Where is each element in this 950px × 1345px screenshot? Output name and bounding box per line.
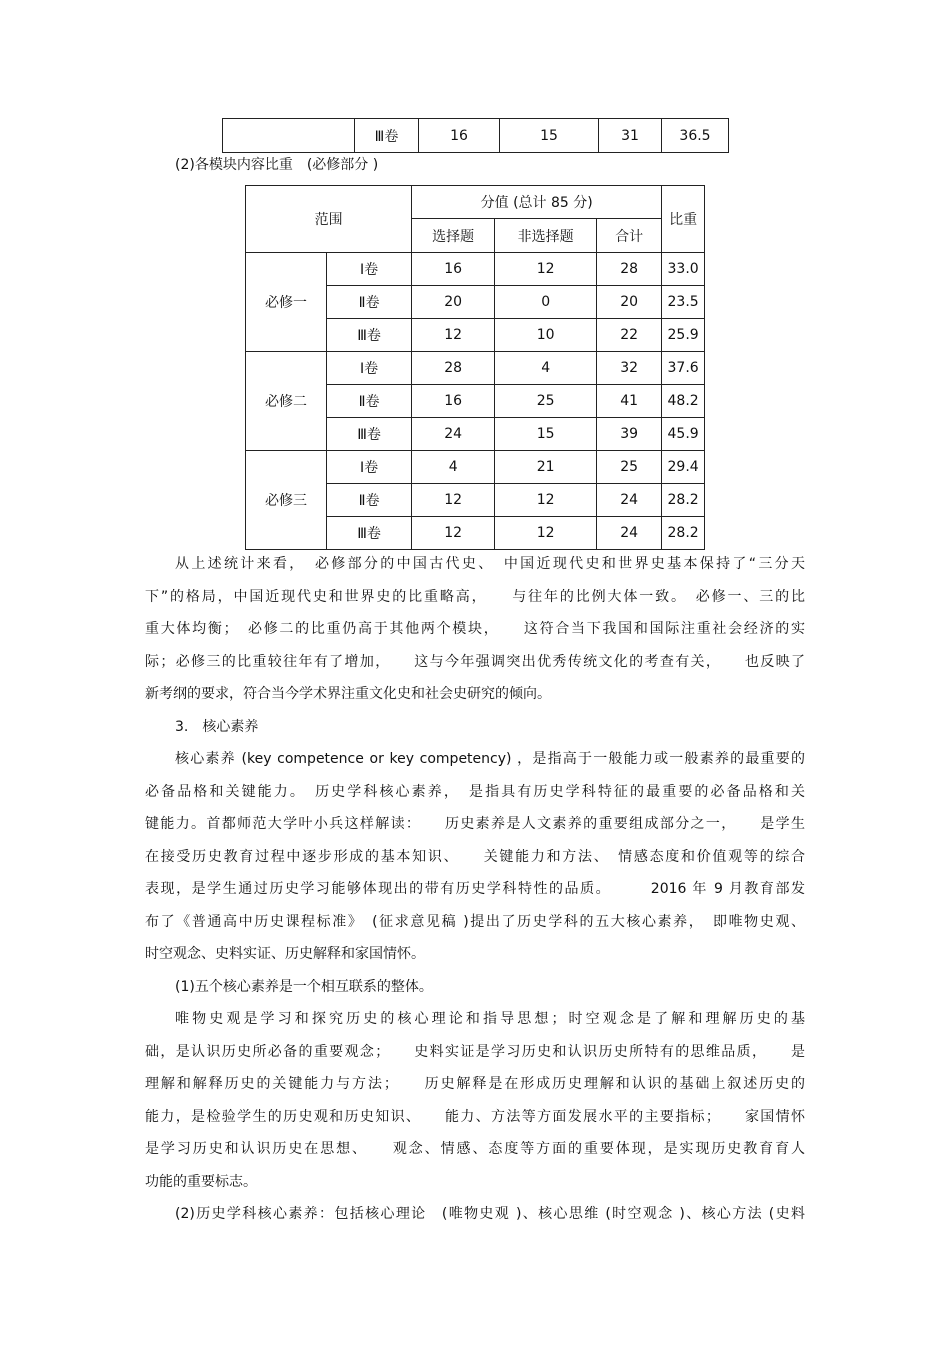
- value-cell: 20: [597, 286, 662, 319]
- point-heading: (1)五个核心素养是一个相互联系的整体。: [175, 978, 433, 995]
- table-cell: Ⅲ卷: [355, 119, 419, 153]
- value-cell: 24: [597, 484, 662, 517]
- subheader-nonchoice: 非选择题: [495, 219, 597, 253]
- module-weight-table: [245, 185, 705, 550]
- text-line: 布了《普通高中历史课程标准》 (征求意见稿 )提出了历史学科的五大核心素养， 即唯物史观、: [145, 913, 805, 930]
- paper-cell: Ⅲ卷: [327, 319, 412, 352]
- value-cell: 16: [412, 253, 495, 286]
- text-line: 重大体均衡； 必修二的比重仍高于其他两个模块， 这符合当下我国和国际注重社会经济的实: [145, 621, 805, 637]
- value-cell: 32: [597, 352, 662, 385]
- text-line: 新考纲的要求，符合当今学术界注重文化史和社会史研究的倾向。: [145, 686, 551, 702]
- value-cell: 23.5: [662, 286, 705, 319]
- value-cell: 22: [597, 319, 662, 352]
- value-cell: 41: [597, 385, 662, 418]
- table-cell: [223, 119, 355, 153]
- text-line: 功能的重要标志。: [145, 1173, 257, 1190]
- top-summary-table: [222, 118, 729, 153]
- paper-cell: Ⅰ卷: [327, 352, 412, 385]
- value-cell: 25.9: [662, 319, 705, 352]
- table-cell: 36.5: [662, 119, 729, 153]
- value-cell: 37.6: [662, 352, 705, 385]
- table-cell: 31: [599, 119, 662, 153]
- value-cell: 12: [495, 484, 597, 517]
- table-row: [223, 119, 729, 153]
- paper-cell: Ⅰ卷: [327, 451, 412, 484]
- subheader-total: 合计: [597, 219, 662, 253]
- value-cell: 45.9: [662, 418, 705, 451]
- value-cell: 25: [597, 451, 662, 484]
- value-cell: 12: [412, 517, 495, 550]
- value-cell: 28.2: [662, 484, 705, 517]
- value-cell: 20: [412, 286, 495, 319]
- score-header: 分值 (总计 85 分): [412, 186, 662, 219]
- value-cell: 28.2: [662, 517, 705, 550]
- subheader-choice: 选择题: [412, 219, 495, 253]
- module-name-cell: 必修三: [246, 451, 327, 550]
- value-cell: 33.0: [662, 253, 705, 286]
- table-body: [246, 253, 705, 550]
- value-cell: 4: [412, 451, 495, 484]
- table-cell: 16: [419, 119, 500, 153]
- value-cell: 39: [597, 418, 662, 451]
- value-cell: 16: [412, 385, 495, 418]
- value-cell: 24: [597, 517, 662, 550]
- weight-header: 比重: [662, 186, 705, 253]
- table-row: [246, 352, 705, 385]
- value-cell: 24: [412, 418, 495, 451]
- value-cell: 10: [495, 319, 597, 352]
- table-row: [246, 451, 705, 484]
- text-line: 下”的格局，中国近现代史和世界史的比重略高， 与往年的比例大体一致。 必修一、三的比: [145, 588, 805, 605]
- module-name-cell: 必修二: [246, 352, 327, 451]
- value-cell: 28: [412, 352, 495, 385]
- table-cell: 15: [500, 119, 599, 153]
- text-line: 唯物史观是学习和探究历史的核心理论和指导思想；时空观念是了解和理解历史的基: [175, 1011, 805, 1027]
- value-cell: 29.4: [662, 451, 705, 484]
- value-cell: 15: [495, 418, 597, 451]
- range-header: 范围: [246, 186, 412, 253]
- text-line: 表现，是学生通过历史学习能够体现出的带有历史学科特性的品质。 2016 年 9 月教育部发: [145, 881, 805, 897]
- paper-cell: Ⅲ卷: [327, 418, 412, 451]
- paper-cell: Ⅱ卷: [327, 484, 412, 517]
- text-line: 时空观念、史料实证、历史解释和家国情怀。: [145, 946, 425, 962]
- text-line: 必备品格和关键能力。 历史学科核心素养， 是指具有历史学科特征的最重要的必备品格和关: [145, 783, 805, 800]
- paper-cell: Ⅲ卷: [327, 517, 412, 550]
- paper-cell: Ⅱ卷: [327, 286, 412, 319]
- table-header-row: [246, 186, 705, 219]
- paragraph-statistics: [145, 548, 805, 1231]
- text-line: 从上述统计来看， 必修部分的中国古代史、 中国近现代史和世界史基本保持了“三分天: [175, 556, 805, 572]
- text-line: 理解和解释历史的关键能力与方法； 历史解释是在形成历史理解和认识的基础上叙述历史的: [145, 1076, 805, 1092]
- section-heading: 3. 核心素养: [175, 718, 259, 735]
- value-cell: 0: [495, 286, 597, 319]
- text-line: 是学习历史和认识历史在思想、 观念、情感、态度等方面的重要体现，是实现历史教育育人: [145, 1141, 805, 1157]
- point-heading: (2)历史学科核心素养：包括核心理论 (唯物史观 )、核心思维 (时空观念 )、核心方法 (史料: [175, 1206, 805, 1222]
- value-cell: 12: [412, 319, 495, 352]
- value-cell: 48.2: [662, 385, 705, 418]
- value-cell: 21: [495, 451, 597, 484]
- value-cell: 12: [412, 484, 495, 517]
- text-line: 础，是认识历史所必备的重要观念； 史料实证是学习历史和认识历史所特有的思维品质， 是: [145, 1043, 805, 1060]
- value-cell: 25: [495, 385, 597, 418]
- text-line: 际；必修三的比重较往年有了增加， 这与今年强调突出优秀传统文化的考查有关， 也反映了: [145, 653, 805, 670]
- text-line: 能力，是检验学生的历史观和历史知识、 能力、方法等方面发展水平的主要指标； 家国情怀: [145, 1108, 805, 1125]
- paper-cell: Ⅰ卷: [327, 253, 412, 286]
- text-line: 核心素养 (key competence or key competency) ，是指高于一般能力或一般素养的最重要的: [175, 751, 805, 767]
- value-cell: 28: [597, 253, 662, 286]
- text-line: 在接受历史教育过程中逐步形成的基本知识、 关键能力和方法、 情感态度和价值观等的综合: [145, 848, 805, 865]
- value-cell: 12: [495, 253, 597, 286]
- value-cell: 12: [495, 517, 597, 550]
- table-caption: (2)各模块内容比重 (必修部分 ): [175, 157, 379, 173]
- module-name-cell: 必修一: [246, 253, 327, 352]
- value-cell: 4: [495, 352, 597, 385]
- paper-cell: Ⅱ卷: [327, 385, 412, 418]
- text-line: 键能力。首都师范大学叶小兵这样解读： 历史素养是人文素养的重要组成部分之一， 是学生: [145, 816, 805, 832]
- table-row: [246, 253, 705, 286]
